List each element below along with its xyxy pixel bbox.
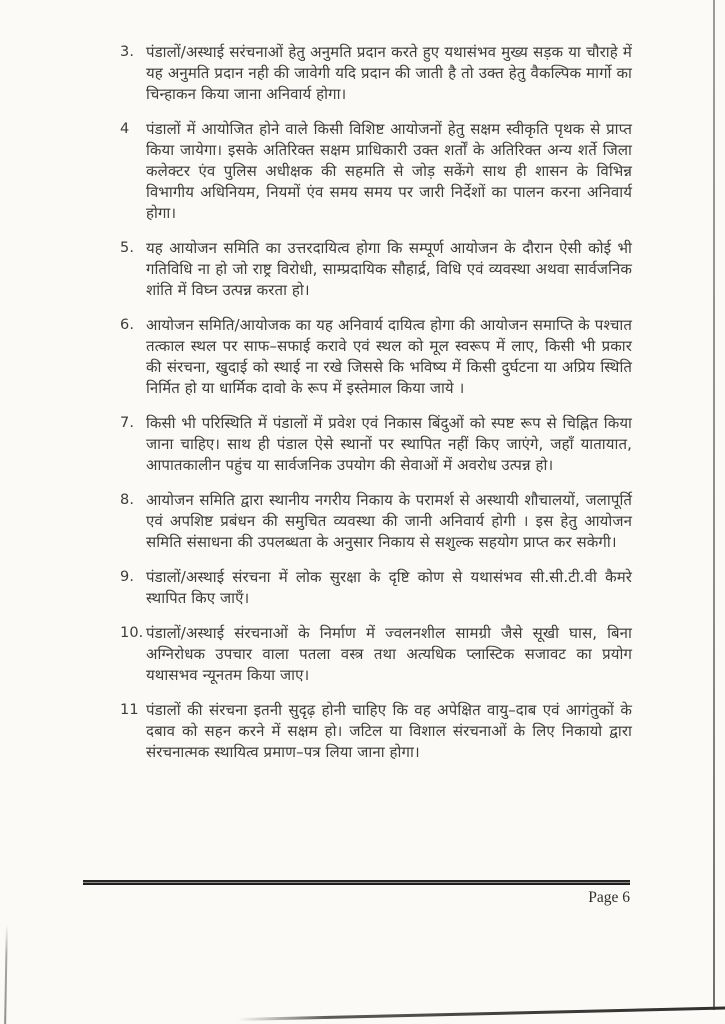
- item-text: पंडालों/अस्थाई संरचनाओं के निर्माण में ज्वलनशील सामग्री जैसे सूखी घास, बिना अग्निरोधक उपचार वाला पतला वस्त्र तथा अत्यधिक प्लास्टिक सजावट का प्रयोग यथासभव न्यूनतम किया जाए।: [146, 624, 632, 684]
- item-text: यह आयोजन समिति का उत्तरदायित्व होगा कि सम्पूर्ण आयोजन के दौरान ऐसी कोई भी गतिविधि ना हो जो राष्ट्र विरोधी, साम्प्रदायिक सौहार्द्र, विधि एवं व्यवस्था अथवा सार्वजनिक शांति में विघ्न उत्पन्न करता हो।: [146, 239, 632, 299]
- list-item: [118, 700, 632, 763]
- item-marker: 8.: [120, 492, 135, 508]
- item-marker: 10.: [120, 625, 144, 641]
- scan-edge-bottom-line: [238, 1006, 725, 1021]
- list-item: [118, 315, 632, 399]
- item-marker: 11: [120, 702, 139, 718]
- list-item: [118, 119, 632, 224]
- scan-edge-left-line: [4, 925, 8, 1024]
- item-text: आयोजन समिति द्वारा स्थानीय नगरीय निकाय के परामर्श से अस्थायी शौचालयों, जलापूर्ति एवं अपशिष्ट प्रबंधन की समुचित व्यवस्था की जानी अनिवार्य होगी । इस हेतु आयोजन समिति संसाधना की उपलब्धता के अनुसार निकाय से सशुल्क सहयोग प्राप्त कर सकेगी।: [146, 491, 632, 551]
- item-text: पंडालों की संरचना इतनी सुदृढ़ होनी चाहिए कि वह अपेक्षित वायु–दाब एवं आगंतुकों के दबाव को सहन करने में सक्षम हो। जटिल या विशाल संरचनाओं के लिए निकायो द्वारा संरचनात्मक स्थायित्व प्रमाण–पत्र लिया जाना होगा।: [146, 701, 632, 761]
- list-item: [118, 623, 632, 686]
- scan-edge-right-line: [713, 0, 715, 1010]
- footer-rule: [83, 880, 630, 885]
- list-item: [118, 42, 632, 105]
- item-marker: 4: [120, 121, 130, 137]
- numbered-list: [118, 42, 632, 777]
- item-marker: 7.: [120, 415, 135, 431]
- item-text: पंडालों में आयोजित होने वाले किसी विशिष्ट आयोजनों हेतु सक्षम स्वीकृति पृथक से प्राप्त किया जायेगा। इसके अतिरिक्त सक्षम प्राधिकारी उक्त शर्तों के अतिरिक्त अन्य शर्ते जिला कलेक्टर एंव पुलिस अधीक्षक की सहमति से जोड़ सकेंगे साथ ही शासन के विभिन्न विभागीय अधिनियम, नियमों एंव समय समय पर जारी निर्देशों का पालन करना अनिवार्य होगा।: [146, 120, 632, 222]
- item-marker: 5.: [120, 240, 135, 256]
- list-item: [118, 490, 632, 553]
- item-marker: 3.: [120, 44, 135, 60]
- list-item: [118, 238, 632, 301]
- list-item: [118, 413, 632, 476]
- item-text: पंडालों/अस्थाई संरचना में लोक सुरक्षा के दृष्टि कोण से यथासंभव सी.सी.टी.वी कैमरे स्थापित किए जाएँ।: [146, 568, 632, 607]
- item-text: पंडालों/अस्थाई सरंचनाओं हेतु अनुमति प्रदान करते हुए यथासंभव मुख्य सड़क या चौराहे में यह अनुमति प्रदान नही की जावेगी यदि प्रदान की जाती है तो उक्त हेतु वैकल्पिक मार्गो का चिन्हाकन किया जाना अनिवार्य होगा।: [146, 43, 632, 103]
- page-number-label: Page 6: [588, 889, 630, 906]
- item-text: किसी भी परिस्थिति में पंडालों में प्रवेश एवं निकास बिंदुओं को स्पष्ट रूप से चिह्नित किया जाना चाहिए। साथ ही पंडाल ऐसे स्थानों पर स्थापित नहीं किए जाएंगे, जहाँ यातायात, आपातकालीन पहुंच या सार्वजनिक उपयोग की सेवाओं में अवरोध उत्पन्न हो।: [146, 414, 632, 474]
- item-marker: 6.: [120, 317, 135, 333]
- item-marker: 9.: [120, 569, 135, 585]
- item-text: आयोजन समिति/आयोजक का यह अनिवार्य दायित्व होगा की आयोजन समाप्ति के पश्चात तत्काल स्थल पर साफ–सफाई करावे एवं स्थल को मूल स्वरूप में लाए, किसी भी प्रकार की संरचना, खुदाई को स्थाई ना रखे जिससे कि भविष्य में किसी दुर्घटना या अप्रिय स्थिति निर्मित हो या धार्मिक दावो के रूप में इस्तेमाल किया जाये ।: [146, 316, 632, 397]
- list-item: [118, 567, 632, 609]
